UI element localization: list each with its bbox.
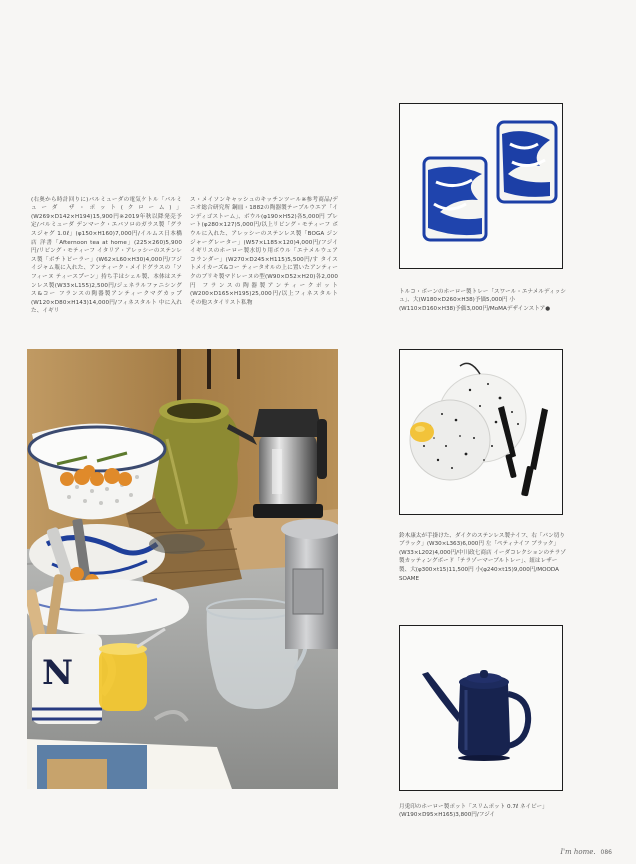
- glass-dish: [149, 534, 205, 554]
- kitchen-scene-illustration: [27, 349, 338, 789]
- swirl-tray-large-icon: [498, 122, 556, 202]
- product-board-box: [399, 349, 563, 515]
- olive-jar: [152, 414, 239, 529]
- swirl-tray-illustration: [400, 104, 562, 268]
- product-tray-box: [399, 103, 563, 269]
- product-pot-box: [399, 625, 563, 791]
- page-number: 086: [600, 849, 612, 856]
- swirl-tray-small-icon: [424, 158, 486, 240]
- glass-jug: [207, 609, 299, 709]
- enamel-coffee-pot-icon: [422, 670, 528, 761]
- page-footer: [560, 848, 612, 856]
- terrazzo-board-illustration: [400, 350, 562, 514]
- magazine-brand: I'm home.: [560, 848, 596, 856]
- kitchen-photo: [27, 349, 338, 789]
- lemon-icon: [410, 422, 434, 442]
- board-caption: 鈴木康太が手掛けた、ダイクのステンレス製ナイフ、右「パン切り ブラック」(W30×L363)6,000円 左「ペティナイフ ブラック」(W33×L202)4,000円/中川政七商店 イーダコレクションのテラゾ製カッティングボード「テラゾーマーブルトレー」、紐はレザー製、大(φ300×t15)11,500円 小(φ240×t15)9,000円/MOODA SOAME: [399, 532, 566, 582]
- credit-text-left: (右奥から時計回りに)バルミューダの電気ケトル「バルミューダ ザ・ポット(クローム)」(W269×D142×H194)15,900円※2019年秋以降発売予定/バルミューダ デンマーク・エバソロのガラス製「グラスジャグ 1.0ℓ」(φ150×H160)7,000円/イルムス日本橋店 洋書「Afternoon tea at home」(225×260)5,900円/リビング・モティーフ イタリア・アレッシーのステンレス製「ボチトピーラー」(W62×L60×H30)4,000円/フジイジャム瓶に入れた、アンティーク・メイドグラスの「ソフィーヌ ティースプーン」持ち手はシェル製、本体はステンレス製(W33×L155)2,500円/ジェネラルファニシングス&コー フランスの陶器製アンティークマグカップ(W120×D80×H143)14,000円/フィネスタルト 中に入れた、イギリ: [31, 196, 182, 315]
- chrome-kettle: [259, 434, 317, 509]
- mug-lettering: N: [42, 653, 74, 693]
- tray-caption: トルコ・ボーンのホーロー製トレー「スワール・エナメルディッシュ」、大(W180×D260×H38)予価5,000円 小(W110×D160×H38)予価3,000円/MoMAデザインストア●: [399, 288, 566, 312]
- pot-caption: 月兎印のホーロー製ポット「スリムポット 0.7ℓ ネイビー」(W190×D95×H165)3,800円/フジイ: [399, 803, 548, 819]
- jam-jar: [99, 649, 147, 711]
- credit-text-right: ス・メイソンキャッシュのキッチンツール※参考商品/デニオ総合研究所 鋼皿・1882の陶器製テーブルウエア「インディゴストーム」、ボウル(φ190×H52)各5,000円 プレート(φ280×127)5,000円/以上リビング・モティーフ ボウルに入れた、アレッシーのステンレス製「BOGA ジンジャーグレーター」(W57×L185×120)4,000円/フジイ イギリスのホーロー製水切り用ボウル「エナメルウェア コランダー」(W270×D245×H115)5,500円/す タイストメイカーズ&コー ティータオルの上に置いたアンティークのブリキ製マドレーヌの型(W90×D52×H20)各2,000円 フランスの陶器製アンティークポット(W200×D165×H195)25,000円/以上フィネスタルト その他スタイリスト私物: [190, 196, 338, 306]
- coffee-pot-illustration: [400, 626, 562, 790]
